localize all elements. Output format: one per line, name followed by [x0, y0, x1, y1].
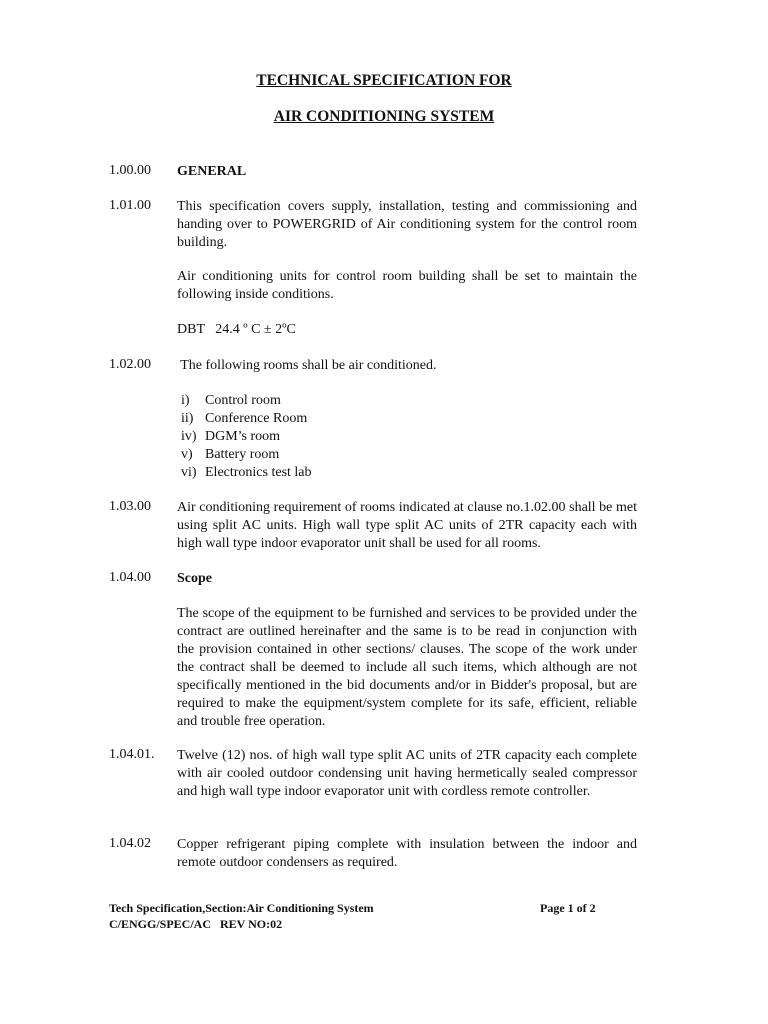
list-item-label: Control room — [205, 393, 281, 408]
footer-page-number: Page 1 of 2 — [540, 901, 596, 915]
list-item-marker: ii) — [181, 411, 194, 426]
clause-1-02-00-text: The following rooms shall be air conditioned. — [177, 358, 437, 373]
list-item-marker: v) — [181, 447, 193, 462]
list-item-label: Electronics test lab — [205, 465, 312, 480]
clause-number-1-02-00: 1.02.00 — [109, 357, 151, 372]
scope-paragraph: The scope of the equipment to be furnished and services to be provided under the contract are outlined hereinafter and the same is to be read in conjunction with the provision contained in other sections/ clauses. The scope of the work under the contract shall be deemed to include all such items, which although are not specifically mentioned in the bid documents and/or in Bidder's proposal, but are required to make the equipment/system complete for its safe, efficient, reliable and trouble free operation. — [177, 606, 637, 729]
document-title-line1: TECHNICAL SPECIFICATION FOR — [256, 72, 512, 89]
section-heading-general: GENERAL — [177, 164, 247, 179]
clause-1-04-01-text: Twelve (12) nos. of high wall type split AC units of 2TR capacity each complete with air cooled outdoor condensing unit having hermetically sealed compressor and high wall type indoor evaporator unit with cordless remote controller. — [177, 748, 637, 799]
clause-number-1-04-00: 1.04.00 — [109, 570, 151, 585]
list-item — [181, 446, 312, 464]
clause-1-04-02-text: Copper refrigerant piping complete with insulation between the indoor and remote outdoor condensers as required. — [177, 837, 637, 870]
list-item-marker: vi) — [181, 465, 197, 480]
list-item — [181, 410, 312, 428]
clause-1-01-00-paragraph-1: This specification covers supply, installation, testing and commissioning and handing over to POWERGRID of Air conditioning system for the control room building. — [177, 199, 637, 250]
clause-number-1-04-01: 1.04.01. — [109, 747, 155, 762]
list-item-label: DGM’s room — [205, 429, 281, 444]
list-item-label: Conference Room — [205, 411, 308, 426]
list-item-marker: iv) — [181, 429, 197, 444]
clause-number-1-01-00: 1.01.00 — [109, 198, 151, 213]
footer-document-title: Tech Specification,Section:Air Conditioning System — [109, 901, 374, 915]
list-item — [181, 428, 312, 446]
list-item — [181, 392, 312, 410]
clause-1-01-00-paragraph-2: Air conditioning units for control room building shall be set to maintain the following inside conditions. — [177, 269, 637, 302]
section-heading-scope: Scope — [177, 571, 212, 586]
document-title-line2: AIR CONDITIONING SYSTEM — [273, 108, 495, 125]
clause-number-1-00-00: 1.00.00 — [109, 163, 151, 178]
list-item-marker: i) — [181, 393, 190, 408]
dbt-condition: DBT 24.4 º C ± 2ºC — [177, 322, 296, 337]
clause-number-1-03-00: 1.03.00 — [109, 499, 151, 514]
footer-document-reference: C/ENGG/SPEC/AC REV NO:02 — [109, 917, 283, 931]
list-item — [181, 464, 312, 482]
list-item-label: Battery room — [205, 447, 280, 462]
clause-1-03-00-text: Air conditioning requirement of rooms indicated at clause no.1.02.00 shall be met using split AC units. High wall type split AC units of 2TR capacity each with high wall type indoor evaporator unit shall be used for all rooms. — [177, 500, 637, 551]
clause-number-1-04-02: 1.04.02 — [109, 836, 151, 851]
rooms-list — [181, 392, 312, 482]
